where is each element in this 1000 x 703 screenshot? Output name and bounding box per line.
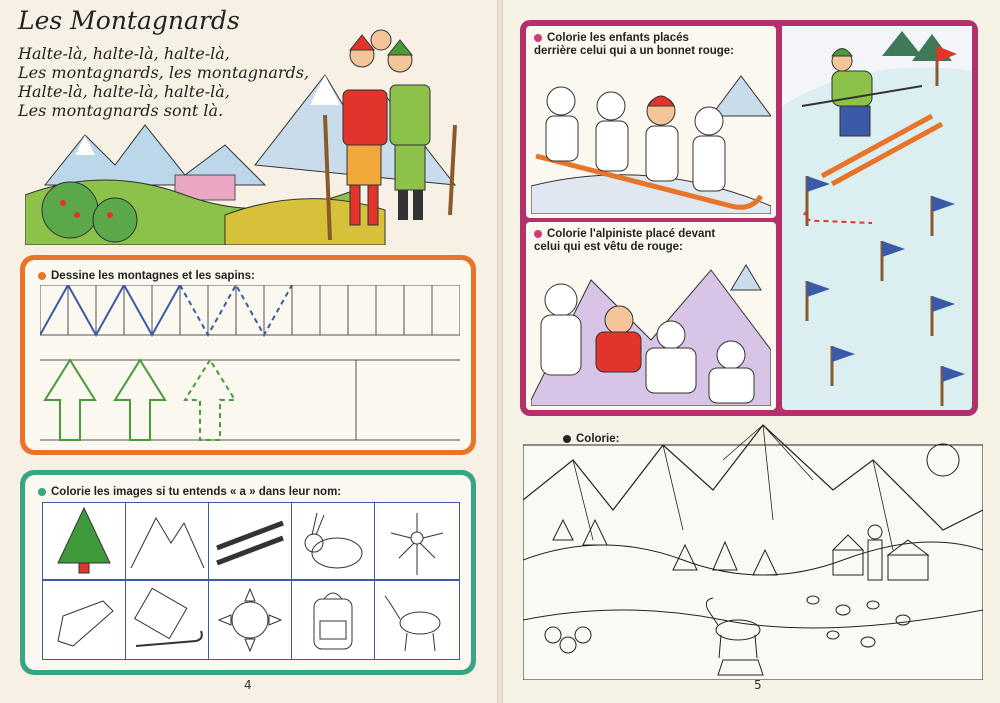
- picture-grid: [42, 502, 458, 658]
- skis-icon: [209, 503, 291, 579]
- page-number: 4: [244, 678, 252, 692]
- behind-exercise-label: Colorie les enfants placés derrière celui qui a un bonnet rouge:: [534, 32, 734, 57]
- bullet-dot: [534, 230, 542, 238]
- climbers-panel: [526, 222, 776, 410]
- grid-cell-fir-tree[interactable]: [42, 502, 126, 580]
- grid-cell-backpack[interactable]: [291, 580, 375, 660]
- sled-children-illustration: [531, 66, 771, 214]
- goat-icon: [375, 581, 459, 659]
- grid-cell-sled[interactable]: [125, 580, 209, 660]
- right-page: [503, 0, 1000, 703]
- backpack-icon: [292, 581, 374, 659]
- ski-trace-panel: [782, 26, 972, 410]
- climbers-illustration: [531, 260, 771, 406]
- sun-icon: [209, 581, 291, 659]
- poem-line: Halte-là, halte-là, halte-là,: [18, 44, 230, 63]
- bullet-dot: [38, 272, 46, 280]
- grid-cell-shoe[interactable]: [42, 580, 126, 660]
- grid-cell-mountains[interactable]: [125, 502, 209, 580]
- poem-line: Halte-là, halte-là, halte-là,: [18, 82, 230, 101]
- shoe-icon: [43, 581, 125, 659]
- edelweiss-icon: [375, 503, 459, 579]
- mountaineers-illustration: [25, 15, 475, 245]
- coloring-landscape: [523, 420, 983, 680]
- color-a-exercise-label: Colorie les images si tu entends « a » dans leur nom:: [38, 486, 341, 499]
- grid-cell-skis[interactable]: [208, 502, 292, 580]
- draw-exercise-label: Dessine les montagnes et les sapins:: [38, 270, 255, 283]
- left-page: [0, 0, 497, 703]
- page-number: 5: [754, 678, 762, 692]
- mountains-icon: [126, 503, 208, 579]
- sled-icon: [126, 581, 208, 659]
- rabbit-icon: [292, 503, 374, 579]
- page-title: Les Montagnards: [18, 6, 240, 35]
- grid-cell-edelweiss[interactable]: [374, 502, 460, 580]
- grid-cell-goat[interactable]: [374, 580, 460, 660]
- color-exercise-label: Colorie:: [563, 433, 619, 446]
- poem-line: Les montagnards, les montagnards,: [18, 63, 310, 82]
- bullet-dot: [534, 34, 542, 42]
- ski-slalom-illustration: [782, 26, 972, 410]
- front-exercise-label: Colorie l'alpiniste placé devant celui qui est vêtu de rouge:: [534, 228, 716, 253]
- fir-tree-icon: [43, 503, 125, 579]
- grid-cell-sun[interactable]: [208, 580, 292, 660]
- grid-cell-rabbit[interactable]: [291, 502, 375, 580]
- bullet-dot: [38, 488, 46, 496]
- tracing-area: [40, 285, 460, 445]
- poem-line: Les montagnards sont là.: [18, 101, 224, 120]
- sled-panel: [526, 26, 776, 218]
